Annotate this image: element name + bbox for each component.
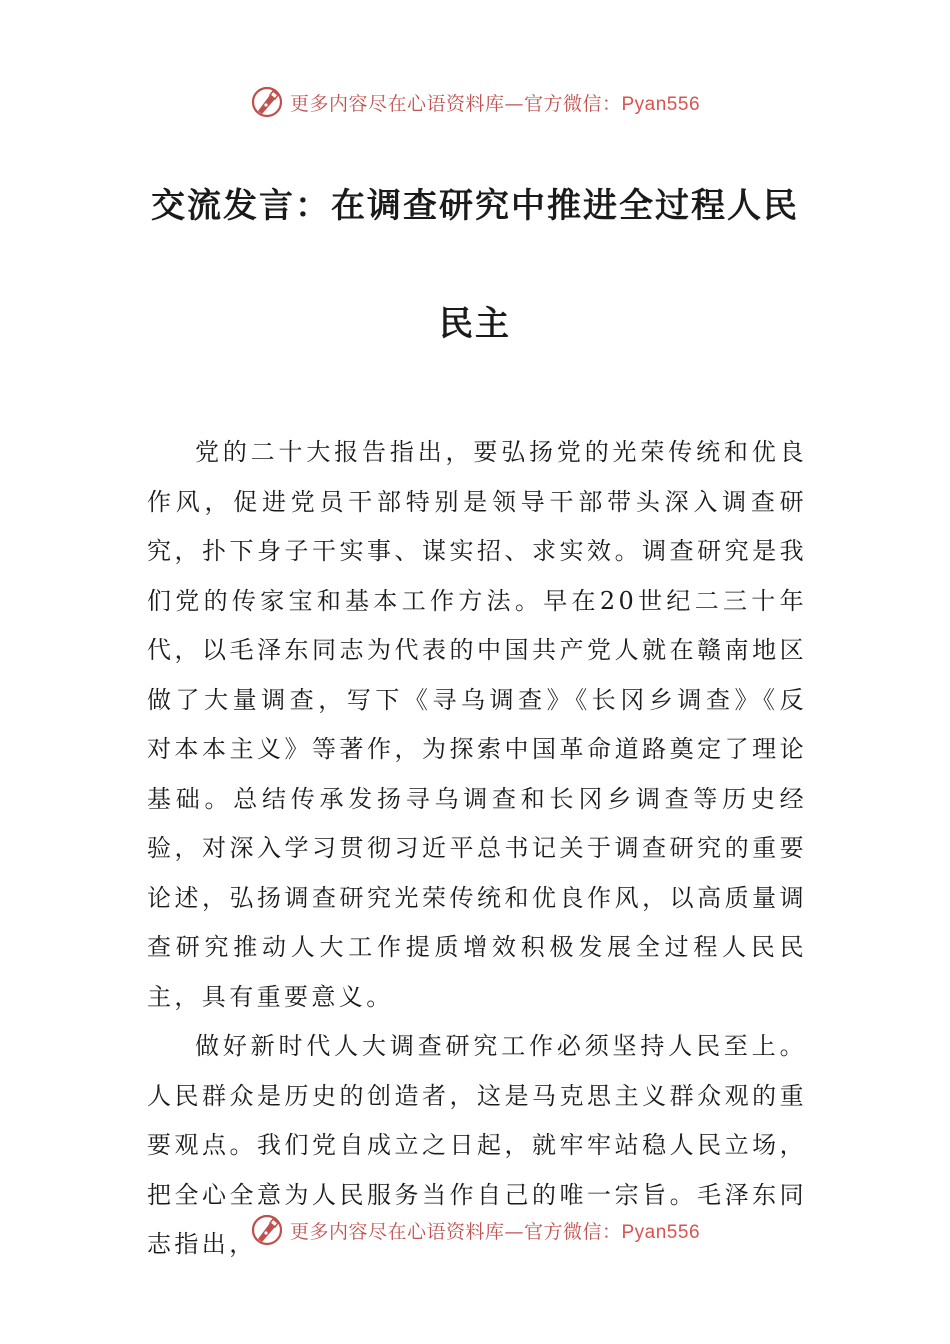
header-banner xyxy=(0,82,950,122)
paragraph-1: 党的二十大报告指出，要弘扬党的光荣传统和优良作风，促进党员干部特别是领导干部带头深入调查研究，扑下身子干实事、谋实招、求实效。调查研究是我们党的传家宝和基本工作方法。早在20世纪二三十年代，以毛泽东同志为代表的中国共产党人就在赣南地区做了大量调查，写下《寻乌调查》《长冈乡调查》《反对本本主义》等著作，为探索中国革命道路奠定了理论基础。总结传承发扬寻乌调查和长冈乡调查等历史经验，对深入学习贯彻习近平总书记关于调查研究的重要论述，弘扬调查研究光荣传统和优良作风，以高质量调查研究推动人大工作提质增效积极发展全过程人民民主，具有重要意义。 xyxy=(147,438,807,1011)
paragraph-2: 做好新时代人大调查研究工作必须坚持人民至上。人民群众是历史的创造者，这是马克思主义群众观的重要观点。我们党自成立之日起，就牢牢站稳人民立场，把全心全意为人民服务当作自己的唯一宗旨。毛泽东同志指出， xyxy=(147,1032,807,1258)
banner-text: 更多内容尽在心语资料库—官方微信：Pyan556 xyxy=(289,92,701,115)
wechat-id: Pyan556 xyxy=(621,1221,701,1243)
footer-banner xyxy=(0,1210,950,1250)
wechat-id: Pyan556 xyxy=(621,93,701,115)
banner-text: 更多内容尽在心语资料库—官方微信：Pyan556 xyxy=(289,1220,701,1243)
document-title-line-2: 民主 xyxy=(439,304,511,344)
pen-nib-logo-icon xyxy=(250,1213,284,1247)
document-title-line-1: 交流发言：在调查研究中推进全过程人民 xyxy=(151,186,799,226)
pen-nib-logo-icon xyxy=(250,85,284,119)
document-body xyxy=(147,428,807,1270)
